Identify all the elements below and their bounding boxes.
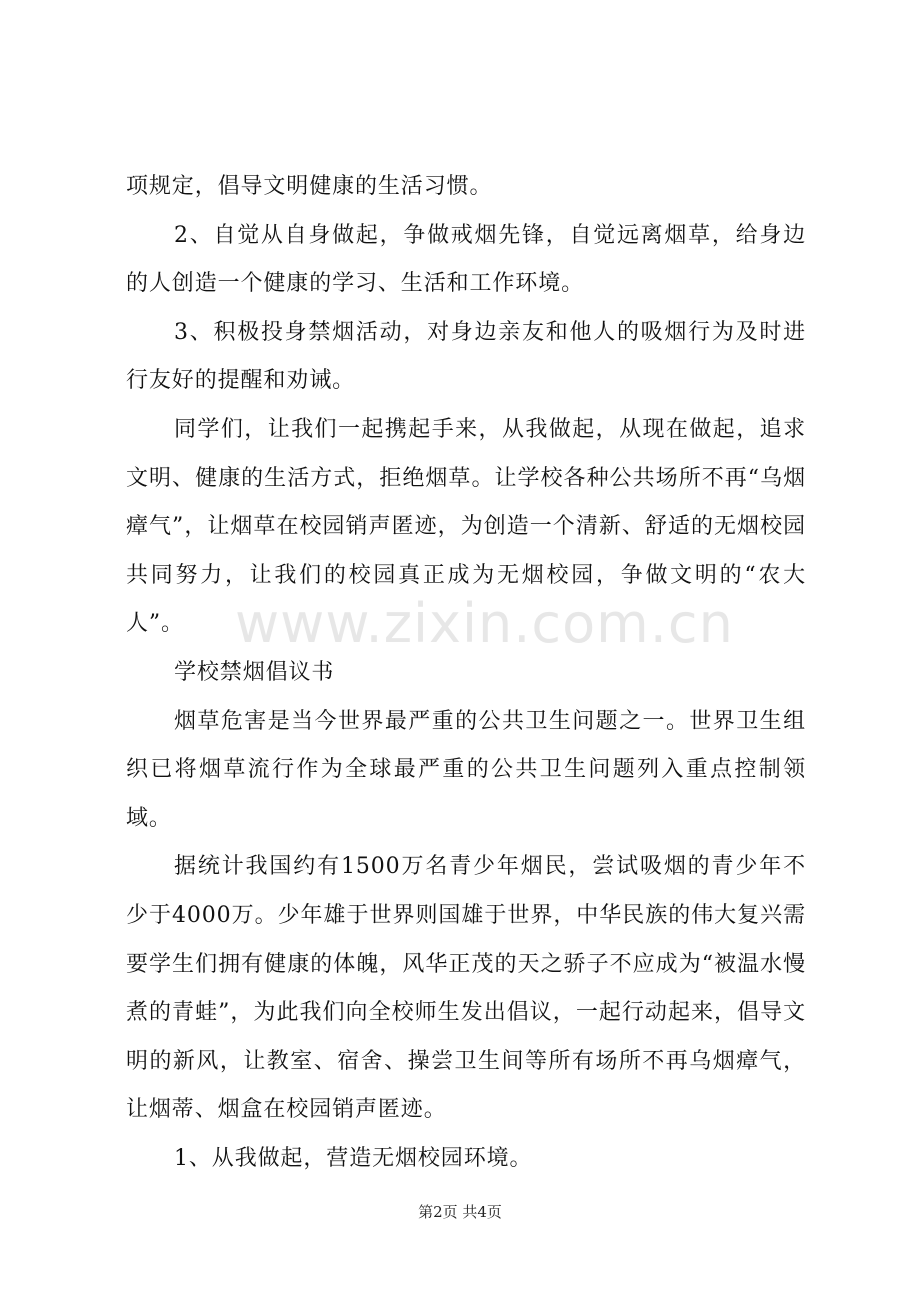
watermark: www.zixin.com.cn bbox=[235, 592, 734, 655]
paragraph-5: 烟草危害是当今世界最严重的公共卫生问题之一。世界卫生组织已将烟草流行作为全球最严重的公共卫生问题列入重点控制领域。 bbox=[126, 708, 806, 831]
paragraph-4: 同学们，让我们一起携起手来，从我做起，从现在做起，追求文明、健康的生活方式，拒绝烟草。让学校各种公共场所不再“乌烟瘴气”，让烟草在校园销声匿迹，为创造一个清新、舒适的无烟校园共同努力，让我们的校园真正成为无烟校园，争做文明的“农大人”。 bbox=[126, 416, 806, 637]
paragraph-1: 项规定，倡导文明健康的生活习惯。 bbox=[126, 174, 493, 199]
paragraph-6: 据统计我国约有1500万名青少年烟民，尝试吸烟的青少年不少于4000万。少年雄于世界则国雄于世界，中华民族的伟大复兴需要学生们拥有健康的体魄，风华正茂的天之骄子不应成为“被温水慢煮的青蛙”，为此我们向全校师生发出倡议，一起行动起来，倡导文明的新风，让教室、宿舍、操尝卫生间等所有场所不再乌烟瘴气，让烟蒂、烟盒在校园销声匿迹。 bbox=[126, 854, 806, 1123]
paragraph-2: 2、自觉从自身做起，争做戒烟先锋，自觉远离烟草，给身边的人创造一个健康的学习、生活和工作环境。 bbox=[126, 222, 806, 297]
paragraph-7: 1、从我做起，营造无烟校园环境。 bbox=[174, 1145, 533, 1171]
section-heading: 学校禁烟倡议书 bbox=[174, 659, 335, 685]
paragraph-3: 3、积极投身禁烟活动，对身边亲友和他人的吸烟行为及时进行友好的提醒和劝诫。 bbox=[126, 319, 806, 394]
document-body bbox=[126, 163, 806, 1183]
page-footer: 第2页 共4页 bbox=[418, 1203, 502, 1221]
